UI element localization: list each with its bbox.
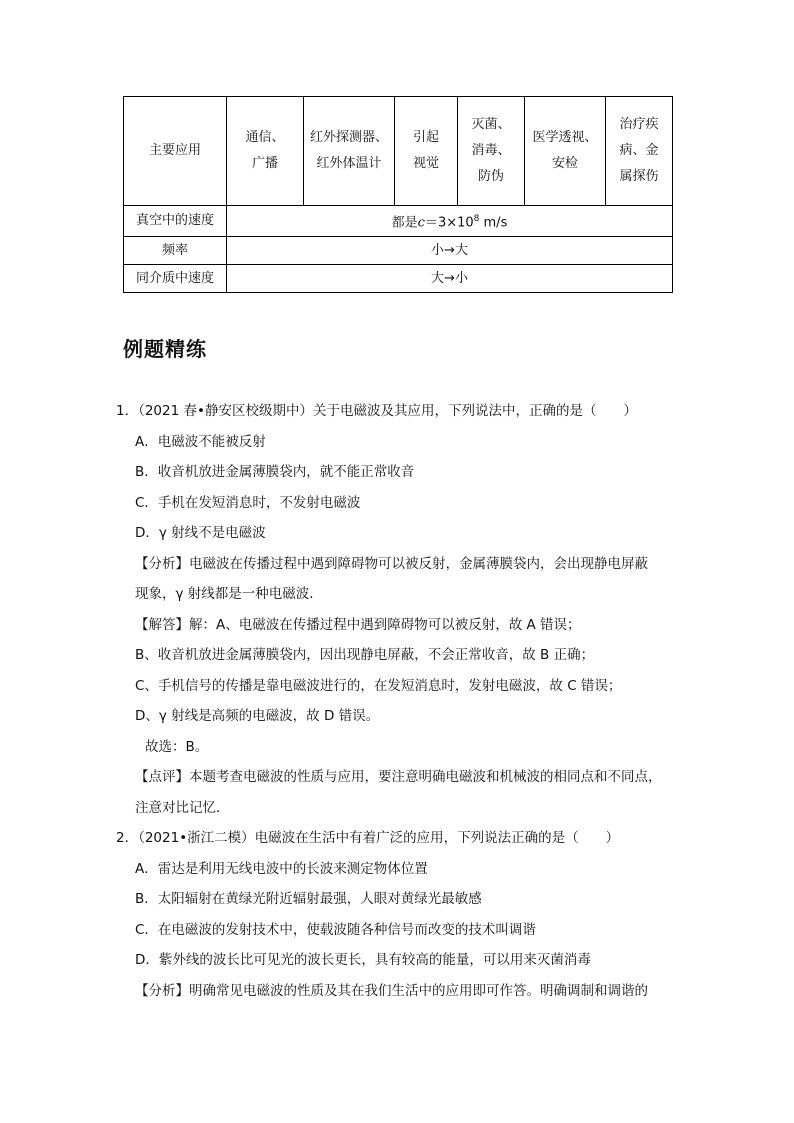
frequency-value: 小→大: [227, 237, 673, 265]
solution-line: 【解答】解：A、电磁波在传播过程中遇到障碍物可以被反射，故 A 错误；: [135, 616, 581, 633]
option-c: C．在电磁波的发射技术中，使载波随各种信号而改变的技术叫调谐: [135, 921, 536, 938]
option-b: B．太阳辐射在黄绿光附近辐射最强，人眼对黄绿光最敏感: [135, 891, 482, 907]
em-spectrum-table: [123, 96, 673, 293]
answer-text: 故选：B。: [145, 738, 209, 755]
cell-infrared: 红外探测器、 红外体温计: [304, 97, 395, 206]
cell-xray: 医学透视、 安检: [525, 97, 606, 206]
option-c: C．手机在发短消息时，不发射电磁波: [135, 494, 361, 511]
option-d: D．紫外线的波长比可见光的波长更长，具有较高的能量，可以用来灭菌消毒: [135, 952, 591, 968]
row-header-medium-speed: 同介质中速度: [124, 265, 227, 293]
table-row-applications: [124, 97, 673, 206]
row-header-frequency: 频率: [124, 237, 227, 265]
cell-ultraviolet: 灭菌、 消毒、 防伪: [458, 97, 525, 206]
cell-gamma: 治疗疾 病、金 属探伤: [606, 97, 673, 206]
analysis-text: 【分析】电磁波在传播过程中遇到障碍物可以被反射，金属薄膜袋内，会出现静电屏蔽: [135, 555, 648, 572]
analysis-text-cont: 现象，γ 射线都是一种电磁波．: [135, 586, 323, 602]
questions-content: [116, 396, 686, 1006]
table-row-medium-speed: [124, 265, 673, 293]
option-b: B．收音机放进金属薄膜袋内，就不能正常收音: [135, 464, 415, 480]
section-title: 例题精练: [123, 337, 207, 361]
question-stem: 2．（2021•浙江二模）电磁波在生活中有着广泛的应用，下列说法正确的是（ ）: [116, 830, 620, 846]
option-d: D．γ 射线不是电磁波: [135, 525, 266, 541]
solution-line: C、手机信号的传播是靠电磁波进行的，在发短消息时，发射电磁波，故 C 错误；: [135, 677, 622, 694]
question-2: [116, 823, 686, 1006]
speed-value: 都是$c=3\times 10^8$ m/s: [227, 206, 673, 237]
solution-line: B、收音机放进金属薄膜袋内，因出现静电屏蔽，不会正常收音，故 B 正确；: [135, 647, 595, 663]
question-1: [116, 396, 686, 823]
solution-line: D、γ 射线是高频的电磁波，故 D 错误。: [135, 708, 380, 724]
cell-visible: 引起 视觉: [395, 97, 458, 206]
analysis-text: 【分析】明确常见电磁波的性质及其在我们生活中的应用即可作答。明确调制和调谐的: [135, 982, 648, 999]
row-header-speed: 真空中的速度: [124, 206, 227, 237]
option-a: A．电磁波不能被反射: [135, 433, 266, 450]
table-row-frequency: [124, 237, 673, 265]
question-stem: 1．（2021 春•静安区校级期中）关于电磁波及其应用，下列说法中，正确的是（ ）: [116, 403, 637, 419]
comment-text-cont: 注意对比记忆．: [135, 799, 230, 816]
medium-speed-value: 大→小: [227, 265, 673, 293]
option-a: A．雷达是利用无线电波中的长波来测定物体位置: [135, 860, 428, 877]
table-row-speed: [124, 206, 673, 237]
row-header-applications: 主要应用: [124, 97, 227, 206]
comment-text: 【点评】本题考查电磁波的性质与应用，要注意明确电磁波和机械波的相同点和不同点，: [135, 769, 662, 785]
cell-radio: 通信、 广播: [227, 97, 304, 206]
